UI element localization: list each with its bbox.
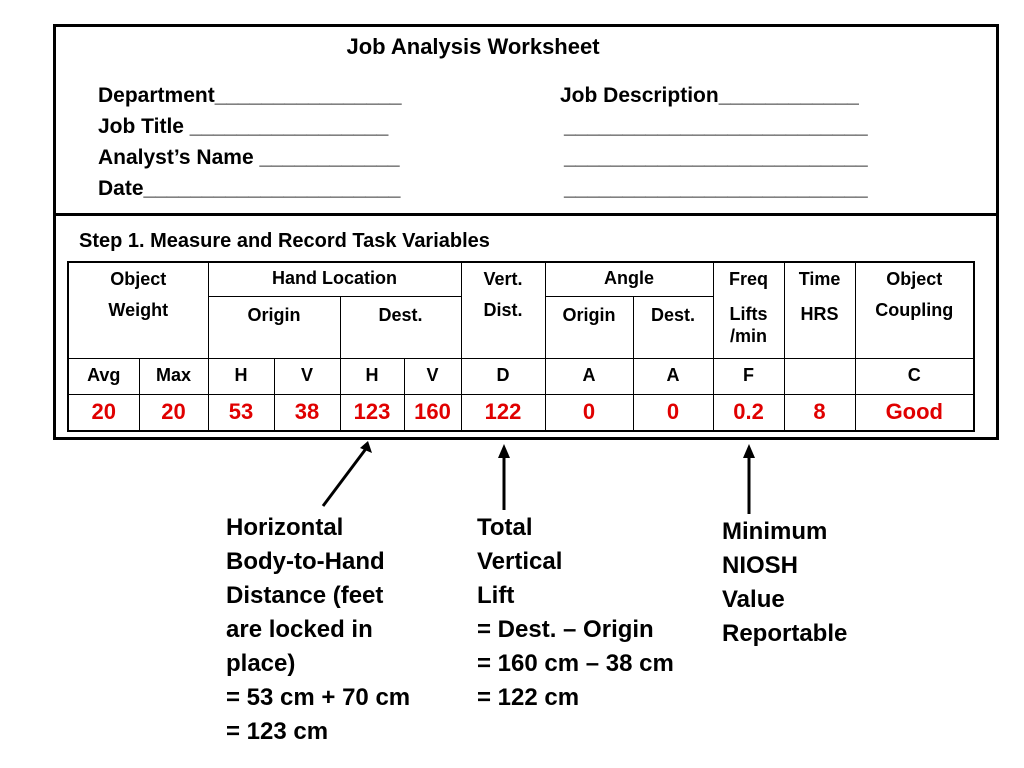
- value-dest-v: 160: [404, 394, 461, 431]
- value-freq: 0.2: [713, 394, 784, 431]
- niosh-arrow-head: [743, 444, 755, 458]
- note-line: = 160 cm – 38 cm: [477, 650, 674, 677]
- angle-dest-header: Dest.: [633, 296, 713, 358]
- angle-origin-header: Origin: [545, 296, 633, 358]
- unit-f: F: [713, 358, 784, 394]
- value-avg-weight: 20: [68, 394, 139, 431]
- value-angle-dest: 0: [633, 394, 713, 431]
- note-line: Distance (feet: [226, 582, 384, 609]
- note-line: Body-to-Hand: [226, 548, 385, 575]
- horizontal-arrow-head: [360, 441, 372, 453]
- note-line: = 123 cm: [226, 718, 329, 745]
- value-origin-v: 38: [274, 394, 340, 431]
- value-origin-h: 53: [208, 394, 274, 431]
- worksheet-title: Job Analysis Worksheet: [346, 34, 600, 59]
- unit-avg: Avg: [68, 358, 139, 394]
- note-line: Lift: [477, 582, 515, 609]
- note-line: Reportable: [722, 620, 848, 647]
- object-weight-header-bottom: Weight: [68, 296, 208, 358]
- value-angle-origin: 0: [545, 394, 633, 431]
- value-time: 8: [784, 394, 855, 431]
- department-field: Department________________: [98, 84, 402, 107]
- job-description-line-3: __________________________: [564, 177, 868, 200]
- job-description-field: Job Description____________: [560, 84, 859, 107]
- unit-d: D: [461, 358, 545, 394]
- step-heading: Step 1. Measure and Record Task Variables: [79, 230, 490, 252]
- note-line: Value: [722, 586, 785, 613]
- vertical-arrow-head: [498, 444, 510, 458]
- unit-origin-h: H: [208, 358, 274, 394]
- note-line: Horizontal: [226, 514, 344, 541]
- hand-dest-header: Dest.: [340, 296, 461, 358]
- unit-dest-v: V: [404, 358, 461, 394]
- hand-origin-header: Origin: [208, 296, 340, 358]
- unit-origin-v: V: [274, 358, 340, 394]
- vert-dist-header-bottom: Dist.: [461, 296, 545, 358]
- value-dest-h: 123: [340, 394, 404, 431]
- niosh-value-note: [722, 515, 847, 651]
- unit-max: Max: [139, 358, 208, 394]
- value-coupling: Good: [855, 394, 974, 431]
- freq-units-header: [713, 296, 784, 358]
- unit-c: C: [855, 358, 974, 394]
- vertical-lift-note: [477, 511, 674, 715]
- unit-angle-dest: A: [633, 358, 713, 394]
- note-line: Vertical: [477, 548, 563, 575]
- analyst-name-field: Analyst’s Name ____________: [98, 146, 400, 169]
- note-line: = 53 cm + 70 cm: [226, 684, 411, 711]
- hand-location-header: Hand Location: [208, 262, 461, 296]
- time-units-header: HRS: [784, 296, 855, 358]
- value-vert-dist: 122: [461, 394, 545, 431]
- date-field: Date______________________: [98, 177, 401, 200]
- freq-units-line-1: Lifts: [729, 304, 768, 324]
- job-description-line-2: __________________________: [564, 146, 868, 169]
- task-variables-table: [67, 261, 975, 432]
- horizontal-distance-note: [226, 511, 410, 749]
- object-coupling-header-bottom: Coupling: [855, 296, 974, 358]
- note-line: Minimum: [722, 518, 828, 545]
- object-weight-header-top: Object: [68, 262, 208, 296]
- note-line: Total: [477, 514, 533, 541]
- horizontal-arrow: [323, 446, 368, 506]
- freq-units-line-2: /min: [730, 325, 768, 346]
- value-max-weight: 20: [139, 394, 208, 431]
- job-description-line-1: __________________________: [564, 115, 868, 138]
- note-line: NIOSH: [722, 552, 799, 579]
- unit-time: [784, 358, 855, 394]
- note-line: place): [226, 650, 296, 677]
- vert-dist-header-top: Vert.: [461, 262, 545, 296]
- note-line: = 122 cm: [477, 684, 580, 711]
- unit-angle-origin: A: [545, 358, 633, 394]
- job-title-field: Job Title _________________: [98, 115, 389, 138]
- object-coupling-header-top: Object: [855, 262, 974, 296]
- angle-header: Angle: [545, 262, 713, 296]
- time-header: Time: [784, 262, 855, 296]
- freq-header: Freq: [713, 262, 784, 296]
- note-line: = Dest. – Origin: [477, 616, 654, 643]
- unit-dest-h: H: [340, 358, 404, 394]
- note-line: are locked in: [226, 616, 373, 643]
